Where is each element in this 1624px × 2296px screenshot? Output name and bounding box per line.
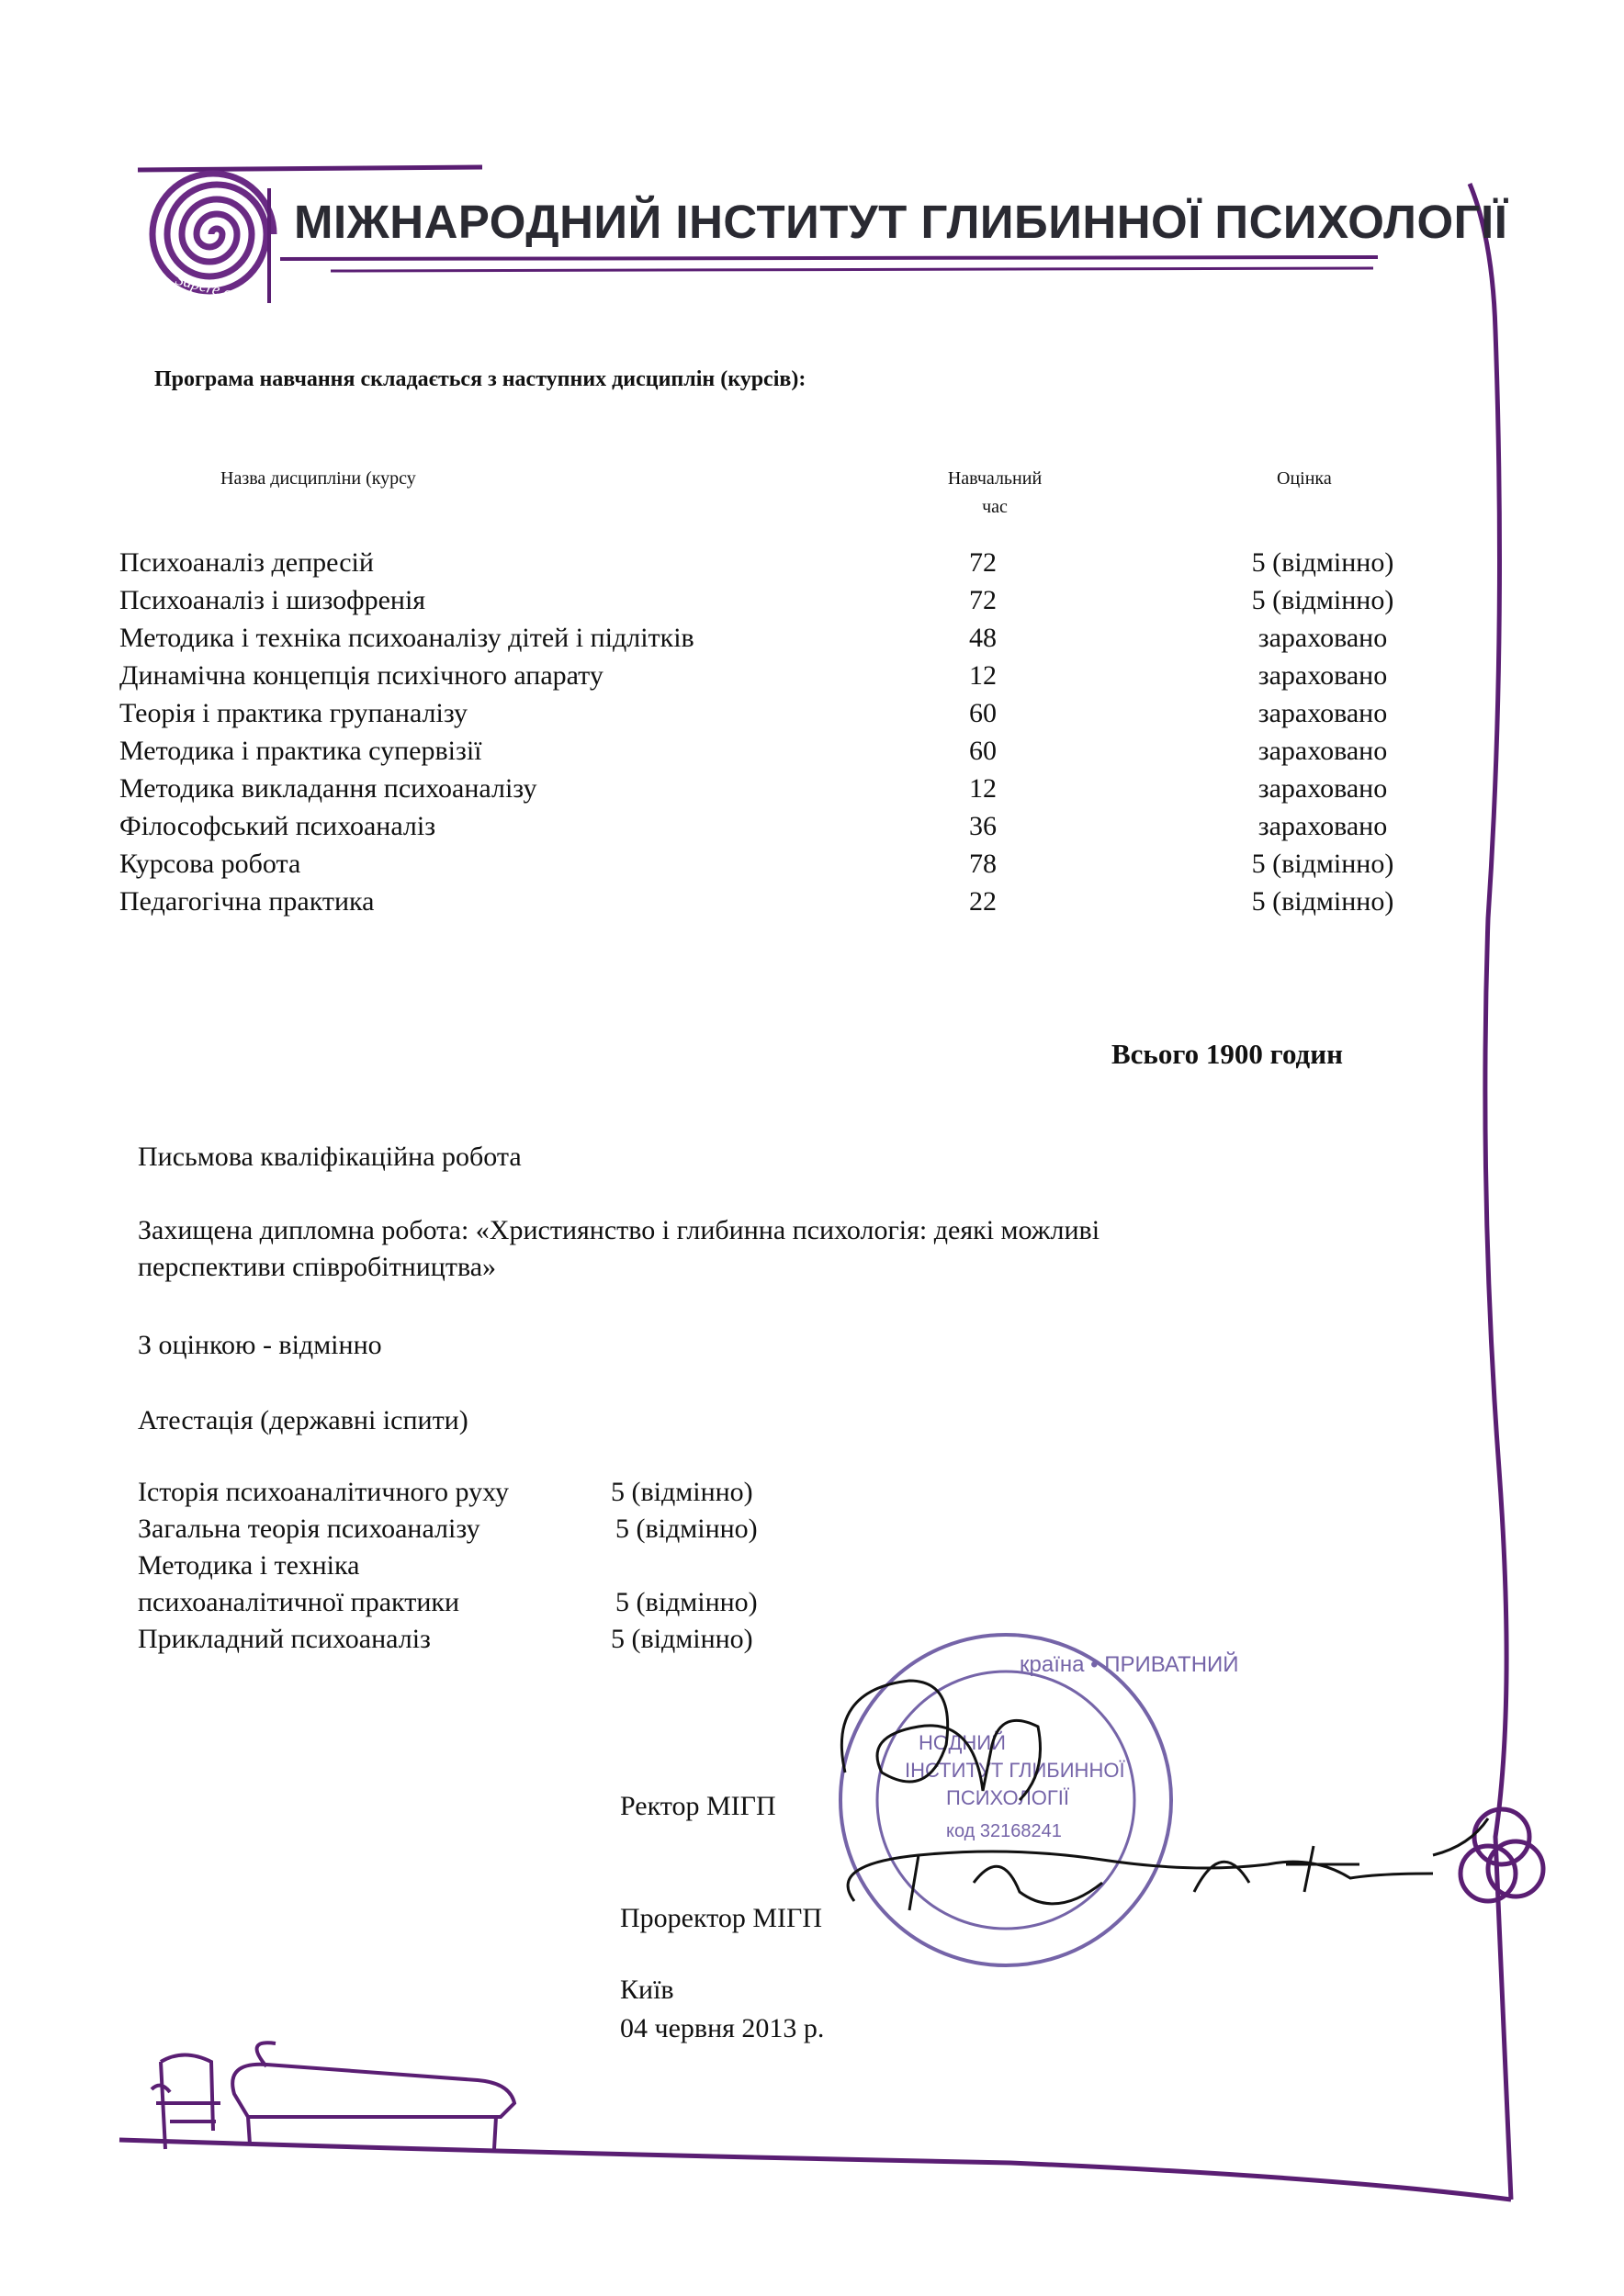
bottom-frame-line — [119, 2140, 1511, 2200]
exam-name: психоаналітичної практики — [138, 1587, 460, 1617]
exam-grade: 5 (відмінно) — [615, 1587, 758, 1617]
list-item — [138, 1514, 873, 1550]
course-hours: 72 — [969, 547, 997, 578]
exam-name: Історія психоаналітичного руху — [138, 1477, 510, 1507]
course-name: Курсова робота — [119, 849, 301, 879]
document-date: 04 червня 2013 р. — [620, 2013, 825, 2043]
table-row — [0, 849, 1624, 885]
course-grade: зараховано — [1257, 698, 1388, 728]
course-name: Психоаналіз і шизофренія — [119, 585, 426, 615]
course-hours: 48 — [969, 623, 997, 653]
column-header-hours — [935, 468, 1054, 518]
course-grade: зараховано — [1257, 736, 1388, 766]
table-row — [0, 811, 1624, 848]
list-item — [138, 1550, 873, 1587]
course-grade: зараховано — [1257, 811, 1388, 841]
exam-grade: 5 (відмінно) — [615, 1514, 758, 1544]
logo-motto: Sapere aude — [174, 269, 258, 309]
city: Київ — [620, 1975, 674, 2005]
course-name: Педагогічна практика — [119, 886, 375, 917]
table-row — [0, 547, 1624, 584]
svg-text:НОДНИЙ: НОДНИЙ — [919, 1731, 1006, 1754]
stamp-icon — [840, 1635, 1239, 1965]
qualification-work: Письмова кваліфікаційна робота — [138, 1142, 522, 1172]
svg-text:ІНСТИТУТ ГЛИБИННОЇ: ІНСТИТУТ ГЛИБИННОЇ — [905, 1759, 1125, 1782]
course-name: Динамічна концепція психічного апарату — [119, 660, 603, 691]
course-hours: 72 — [969, 585, 997, 615]
table-row — [0, 736, 1624, 772]
course-grade: 5 (відмінно) — [1251, 849, 1394, 879]
course-grade: зараховано — [1257, 660, 1388, 691]
title-underline-1 — [280, 257, 1378, 259]
table-row — [0, 623, 1624, 659]
title-underline-2 — [331, 268, 1373, 271]
course-hours: 60 — [969, 736, 997, 766]
course-grade: 5 (відмінно) — [1251, 585, 1394, 615]
column-header-name: Назва дисципліни (курсу — [220, 468, 416, 489]
course-hours: 12 — [969, 660, 997, 691]
top-frame-line — [138, 167, 482, 170]
list-item — [138, 1624, 873, 1660]
course-hours: 36 — [969, 811, 997, 841]
course-hours: 12 — [969, 773, 997, 804]
attestation-title: Атестація (державні іспити) — [138, 1405, 468, 1435]
table-row — [0, 773, 1624, 810]
exam-name: Загальна теорія психоаналізу — [138, 1514, 480, 1544]
course-name: Методика і техніка психоаналізу дітей і підлітків — [119, 623, 694, 653]
list-item — [138, 1587, 873, 1624]
thesis-result: З оцінкою - відмінно — [138, 1330, 382, 1360]
prorector-signature — [848, 1846, 1433, 1910]
exam-name: Прикладний психоаналіз — [138, 1624, 431, 1654]
table-row — [0, 698, 1624, 735]
list-item — [138, 1477, 873, 1514]
svg-text:країна • ПРИВАТНИЙ: країна • ПРИВАТНИЙ — [1020, 1652, 1239, 1677]
course-grade: зараховано — [1257, 623, 1388, 653]
table-row — [0, 886, 1624, 923]
svg-text:ПСИХОЛОГІЇ: ПСИХОЛОГІЇ — [946, 1786, 1070, 1809]
svg-text:код 32168241: код 32168241 — [946, 1821, 1062, 1841]
course-name: Теорія і практика групаналізу — [119, 698, 468, 728]
exam-grade: 5 (відмінно) — [611, 1624, 753, 1654]
course-name: Психоаналіз депресій — [119, 547, 374, 578]
course-name: Методика і практика супервізії — [119, 736, 482, 766]
table-row — [0, 585, 1624, 622]
exam-name: Методика і техніка — [138, 1550, 360, 1581]
defended-thesis-line2: перспективи співробітництва» — [138, 1252, 497, 1282]
total-hours: Всього 1900 годин — [1111, 1038, 1343, 1070]
course-hours: 78 — [969, 849, 997, 879]
course-grade: зараховано — [1257, 773, 1388, 804]
table-row — [0, 660, 1624, 697]
course-hours: 60 — [969, 698, 997, 728]
column-header-hours-line2: час — [982, 497, 1008, 517]
program-intro: Програма навчання складається з наступних дисциплін (курсів): — [154, 367, 806, 391]
institute-title: МІЖНАРОДНИЙ ІНСТИТУТ ГЛИБИННОЇ ПСИХОЛОГІЇ — [294, 196, 1508, 248]
prorector-label: Проректор МІГП — [620, 1903, 823, 1933]
exam-grade: 5 (відмінно) — [611, 1477, 753, 1507]
course-name: Методика викладання психоаналізу — [119, 773, 537, 804]
defended-thesis — [138, 1212, 1100, 1286]
course-grade: 5 (відмінно) — [1251, 547, 1394, 578]
defended-thesis-line1: Захищена дипломна робота: «Християнство і глибинна психологія: деякі можливі — [138, 1215, 1100, 1245]
course-grade: 5 (відмінно) — [1251, 886, 1394, 917]
column-header-hours-line1: Навчальний — [947, 468, 1043, 489]
rings-icon — [1460, 1809, 1543, 1901]
column-header-grade: Оцінка — [1277, 468, 1332, 489]
course-hours: 22 — [969, 886, 997, 917]
course-name: Філософський психоаналіз — [119, 811, 436, 841]
rector-label: Ректор МІГП — [620, 1791, 776, 1821]
couch-icon — [232, 2043, 514, 2149]
logo-spiral-icon — [152, 174, 274, 309]
armchair-icon — [152, 2055, 220, 2150]
